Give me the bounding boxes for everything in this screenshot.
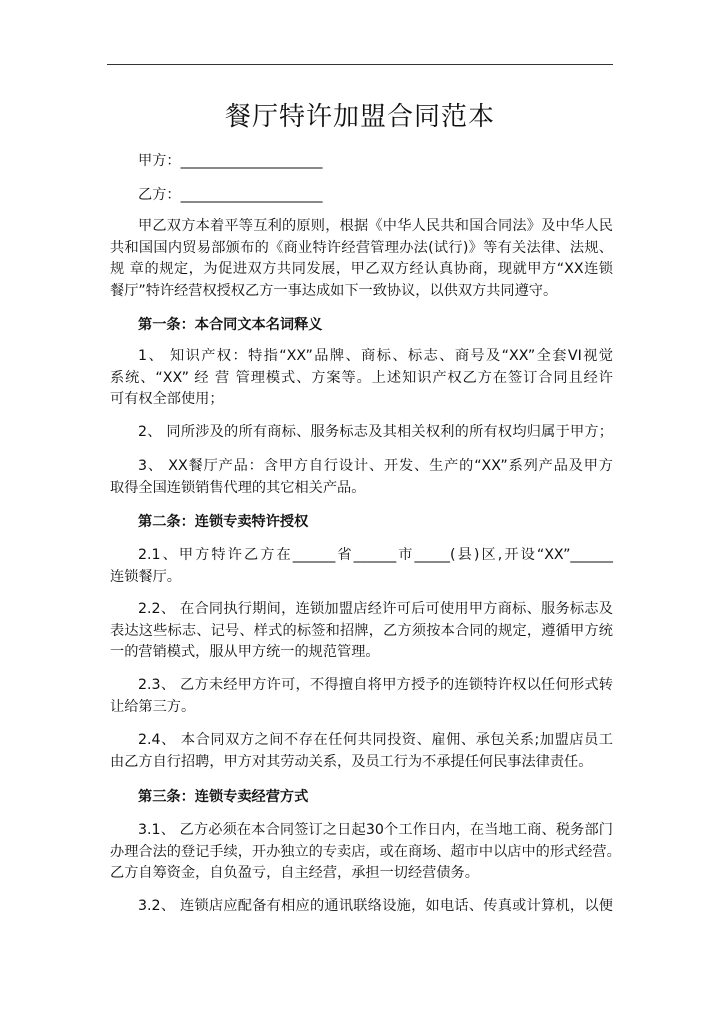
clause-line: 1、 知识产权：特指“XX”品牌、商标、标志、商号及“XX”全套VI视觉: [138, 348, 613, 364]
clause-line: 2.3、 乙方未经甲方许可，不得擅自将甲方授予的连锁特许权以任何形式转: [138, 677, 613, 693]
party-b-line: [110, 184, 615, 206]
party-a-field: 甲方：____________________: [138, 153, 323, 169]
clause-line: 取得全国连锁销售代理的其它相关产品。: [110, 479, 366, 496]
clause-2-3: [110, 675, 613, 718]
clause-line: 系统、“XX” 经 营 管理模式、方案等。上述知识产权乙方在签订合同且经许: [110, 369, 613, 386]
clause-line: 让给第三方。: [110, 698, 196, 715]
clause-1-3: [110, 456, 613, 499]
clause-line: 2.2、 在合同执行期间，连锁加盟店经许可后可使用甲方商标、服务标志及: [138, 601, 613, 617]
preamble-line: 甲乙双方本着平等互利的原则，根据《中华人民共和国合同法》及中华人民: [138, 218, 613, 234]
preamble-line: 餐厅”特许经营权授权乙方一事达成如下一致协议，以供双方共同遵守。: [110, 282, 558, 299]
header-rule: [107, 64, 613, 65]
section-heading-1: 第一条：本合同文本名词释义: [138, 317, 323, 333]
clause-line: 2.1、甲方特许乙方在______省______市_____(县)区,开设“XX”______: [138, 547, 613, 563]
clause-line: 乙方自筹资金，自负盈亏，自主经营，承担一切经营债务。: [110, 865, 479, 881]
clause-3-1: [110, 820, 621, 885]
clause-line: 表达这些标志、记号、样式的标签和招牌，乙方须按本合同的规定，遵循甲方统: [110, 622, 613, 639]
section-heading-2: 第二条：连锁专卖特许授权: [138, 514, 309, 530]
section-heading-3: 第三条：连锁专卖经营方式: [138, 789, 309, 805]
preamble-paragraph: [110, 216, 613, 302]
clause-line: 可有权全部使用；: [110, 391, 224, 407]
clause-2-2: [110, 599, 613, 664]
clause-line: 一的营销模式，服从甲方统一的规范管理。: [110, 644, 380, 660]
clause-1-2: [110, 422, 613, 444]
clause-3-2: [110, 896, 613, 918]
clause-line: 3.2、 连锁店应配备有相应的通讯联络设施，如电话、传真或计算机，以便: [138, 898, 613, 914]
clause-1-1: [110, 346, 613, 411]
clause-2-1: [110, 545, 613, 588]
party-a-line: [110, 150, 615, 172]
document-title: 餐厅特许加盟合同范本: [224, 102, 495, 132]
clause-line: 3.1、 乙方必须在本合同签订之日起30个工作日内，在当地工商、税务部门: [138, 822, 613, 838]
clause-line: 3、 XX餐厅产品：含甲方自行设计、开发、生产的“XX”系列产品及甲方: [138, 458, 613, 474]
clause-2-4: [110, 730, 613, 773]
preamble-line: 规 章的规定，为促进双方共同发展，甲乙双方经认真协商，现就甲方“XX连锁: [110, 261, 613, 277]
preamble-line: 共和国国内贸易部颁布的《商业特许经营管理办法(试行)》等有关法律、法规、: [110, 239, 613, 256]
party-b-field: 乙方：____________________: [138, 187, 323, 203]
clause-line: 由乙方自行招聘，甲方对其劳动关系，及员工行为不承提任何民事法律责任。: [110, 753, 593, 770]
clause-line: 办理合法的登记手续，开办独立的专卖店，或在商场、超市中以店中的形式经营。: [110, 843, 621, 860]
clause-line: 2、 同所涉及的所有商标、服务标志及其相关权利的所有权均归属于甲方；: [138, 424, 613, 440]
clause-line: 连锁餐厅。: [110, 568, 181, 585]
clause-line: 2.4、 本合同双方之间不存在任何共同投资、雇佣、承包关系;加盟店员工: [138, 732, 613, 748]
